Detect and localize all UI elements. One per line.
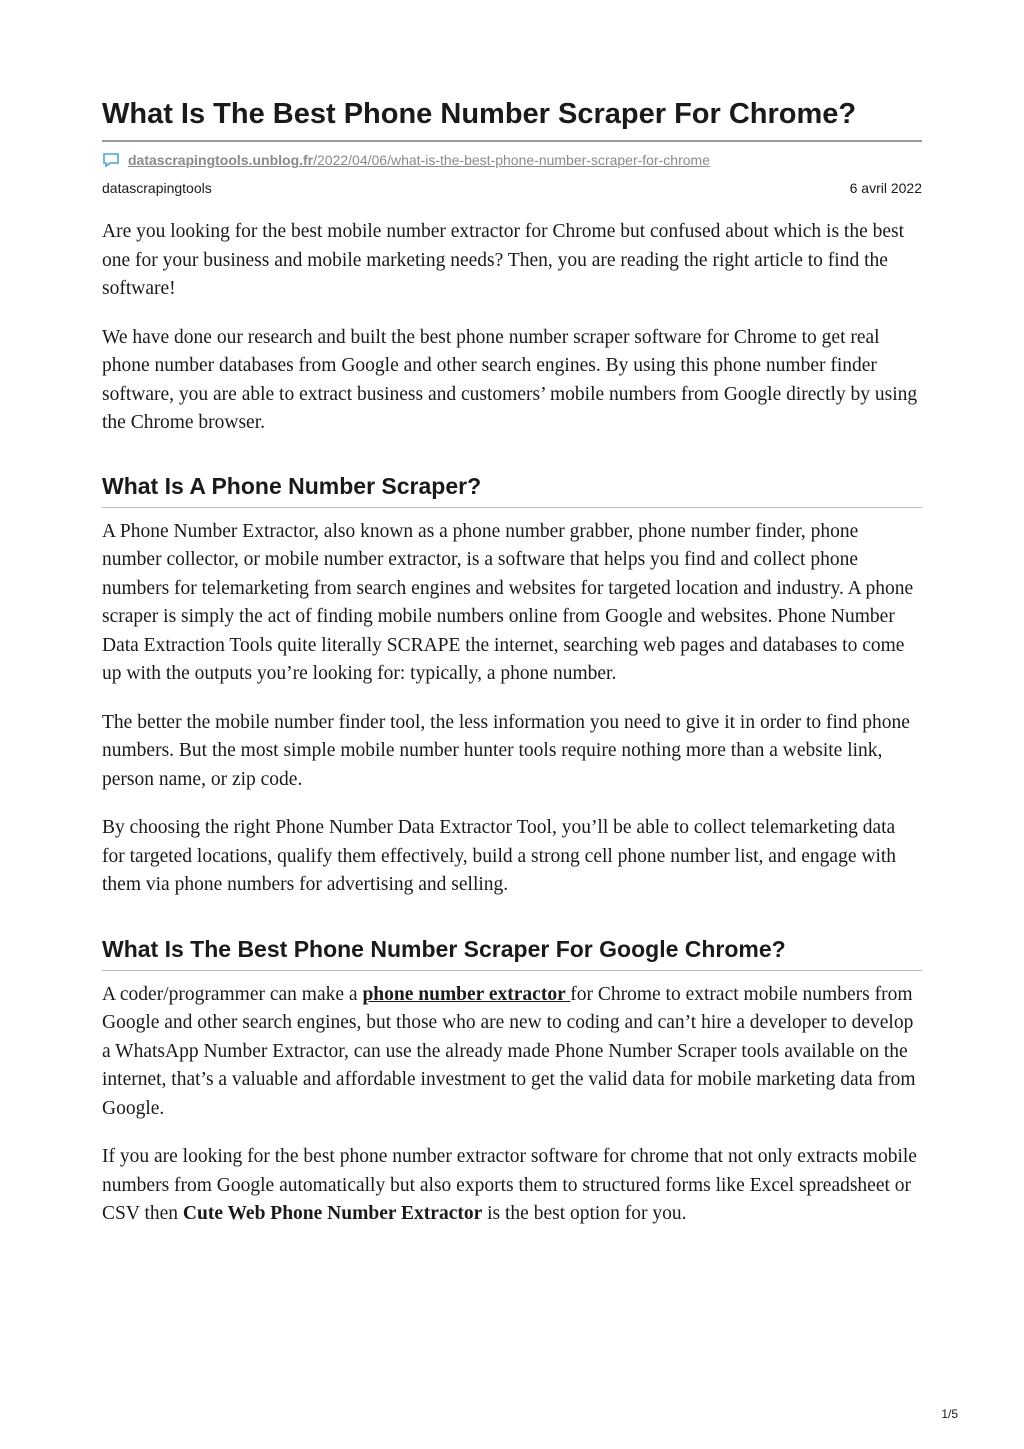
author: datascrapingtools <box>102 180 212 196</box>
page-number: 1/5 <box>941 1407 958 1421</box>
text-run: If you are looking for the best phone number extractor software for chrome that not only extracts mobile numbers from Google automatically but also exports them to structured forms like Excel spreadsheet or CSV then <box>102 1146 917 1224</box>
source-line <box>102 152 922 168</box>
product-name: Cute Web Phone Number Extractor <box>182 1203 483 1224</box>
body-paragraph <box>102 1143 922 1229</box>
body-paragraph <box>102 981 922 1124</box>
body-paragraph: By choosing the right Phone Number Data Extractor Tool, you’ll be able to collect telemarketing data for targeted locations, qualify them effectively, build a strong cell phone number list, and engage with them via phone numbers for advertising and selling. <box>102 817 897 895</box>
intro-paragraph: We have done our research and built the best phone number scraper software for Chrome to get real phone number databases from Google and other search engines. By using this phone number finder software, you are able to extract business and customers’ mobile numbers from Google directly by using the Chrome browser. <box>102 326 918 433</box>
section-heading: What Is A Phone Number Scraper? <box>102 471 922 508</box>
intro-paragraph: Are you looking for the best mobile number extractor for Chrome but confused about which is the best one for your business and mobile marketing needs? Then, you are reading the right article to find the software! <box>102 221 905 299</box>
source-path: /2022/04/06/what-is-the-best-phone-number-scraper-for-chrome <box>313 152 710 168</box>
phone-number-extractor-link[interactable]: phone number extractor <box>362 983 571 1005</box>
text-run: A coder/programmer can make a <box>102 983 363 1005</box>
page-title: What Is The Best Phone Number Scraper For Chrome? <box>102 96 922 142</box>
comment-icon <box>102 152 120 168</box>
section-heading: What Is The Best Phone Number Scraper For Google Chrome? <box>102 934 922 971</box>
body-paragraph: A Phone Number Extractor, also known as a phone number grabber, phone number finder, phone number collector, or mobile number extractor, is a software that helps you find and collect phone numbers for telemarketing from search engines and websites for targeted location and industry. A phone scraper is simply the act of finding mobile numbers online from Google and websites. Phone Number Data Extraction Tools quite literally SCRAPE the internet, searching web pages and databases to come up with the outputs you’re looking for: typically, a phone number. <box>102 520 914 684</box>
text-run: is the best option for you. <box>482 1203 687 1224</box>
document-page <box>102 96 922 1229</box>
post-meta <box>102 180 922 196</box>
post-date: 6 avril 2022 <box>849 180 922 196</box>
source-domain: datascrapingtools.unblog.fr <box>128 152 314 168</box>
source-link[interactable] <box>128 152 710 168</box>
body-paragraph: The better the mobile number finder tool, the less information you need to give it in order to find phone numbers. But the most simple mobile number hunter tools require nothing more than a website link, person name, or zip code. <box>102 711 910 790</box>
text-run: for Chrome to extract mobile numbers from Google and other search engines, but those who are new to coding and can’t hire a developer to develop a WhatsApp Number Extractor, can use the already made Phone Number Scraper tools available on the internet, that’s a valuable and affordable investment to get the valid data for mobile marketing data from Google. <box>102 983 916 1119</box>
